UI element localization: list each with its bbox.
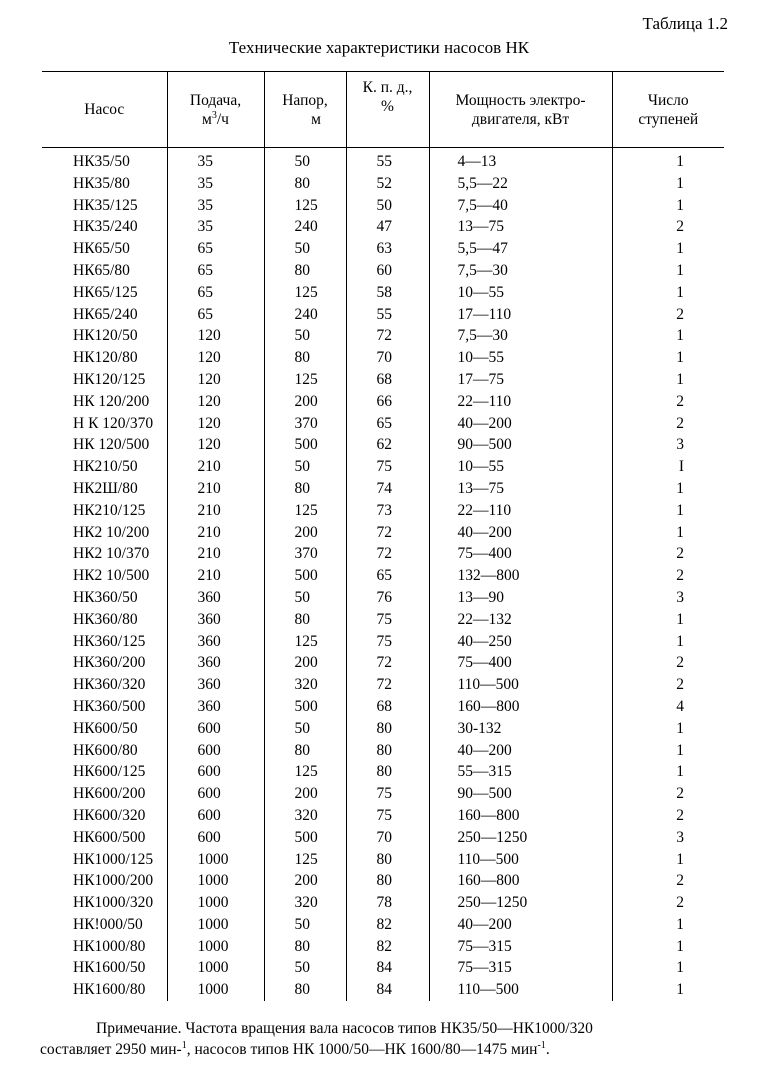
table-row <box>42 522 724 544</box>
power-range: 160—800 <box>429 805 612 827</box>
table-row <box>42 761 724 783</box>
table-row <box>42 260 724 282</box>
table-row <box>42 936 724 958</box>
flow-value: 65 <box>167 260 264 282</box>
power-range: 7,5—30 <box>429 325 612 347</box>
power-range: 17—75 <box>429 369 612 391</box>
efficiency-value: 75 <box>346 783 429 805</box>
efficiency-value: 66 <box>346 391 429 413</box>
stages-value: 3 <box>612 827 724 849</box>
table-row <box>42 696 724 718</box>
table-row <box>42 304 724 326</box>
table-row <box>42 827 724 849</box>
flow-value: 1000 <box>167 957 264 979</box>
head-value: 240 <box>264 216 346 238</box>
power-range: 160—800 <box>429 870 612 892</box>
efficiency-value: 75 <box>346 805 429 827</box>
table-title: Технические характеристики насосов НК <box>228 38 530 57</box>
stages-value: 1 <box>612 347 724 369</box>
pump-model: Н К 120/370 <box>73 414 154 432</box>
table-row <box>42 369 724 391</box>
power-range: 110—500 <box>429 979 612 1001</box>
flow-value: 120 <box>167 325 264 347</box>
table-row <box>42 631 724 653</box>
pump-model: НК1600/50 <box>73 959 146 977</box>
pump-model: НК2 10/200 <box>73 523 150 541</box>
efficiency-value: 76 <box>346 587 429 609</box>
head-value: 125 <box>264 500 346 522</box>
efficiency-value: 47 <box>346 216 429 238</box>
table-row <box>42 456 724 478</box>
stages-value: 2 <box>612 870 724 892</box>
efficiency-value: 73 <box>346 500 429 522</box>
head-value: 50 <box>264 718 346 740</box>
efficiency-value: 80 <box>346 849 429 871</box>
efficiency-value: 82 <box>346 914 429 936</box>
power-range: 90—500 <box>429 783 612 805</box>
efficiency-value: 80 <box>346 740 429 762</box>
power-range: 75—400 <box>429 652 612 674</box>
head-value: 80 <box>264 936 346 958</box>
col-efficiency: К. п. д., % <box>346 72 429 148</box>
head-value: 80 <box>264 347 346 369</box>
pump-model: НК1000/200 <box>73 872 154 890</box>
power-range: 55—315 <box>429 761 612 783</box>
flow-value: 65 <box>167 238 264 260</box>
stages-value: 1 <box>612 282 724 304</box>
stages-value: 1 <box>612 195 724 217</box>
stages-value: 1 <box>612 718 724 740</box>
stages-value: 1 <box>612 173 724 195</box>
stages-value: 1 <box>612 148 724 173</box>
col-stages: Число ступеней <box>612 72 724 148</box>
footnote-line-2: составляет 2950 мин-$^1$, насосов типов НК 1000/50—НК 1600/80—1475 мин$^{-1}$. <box>40 1039 550 1058</box>
pump-model: НК 120/200 <box>73 392 150 410</box>
table-row <box>42 173 724 195</box>
head-value: 80 <box>264 260 346 282</box>
flow-value: 360 <box>167 631 264 653</box>
efficiency-value: 75 <box>346 631 429 653</box>
power-range: 40—200 <box>429 413 612 435</box>
stages-value: I <box>612 456 724 478</box>
head-value: 200 <box>264 522 346 544</box>
head-value: 125 <box>264 849 346 871</box>
flow-value: 600 <box>167 827 264 849</box>
stages-value: 1 <box>612 740 724 762</box>
efficiency-value: 80 <box>346 761 429 783</box>
header-row <box>42 72 724 148</box>
head-value: 200 <box>264 391 346 413</box>
efficiency-value: 72 <box>346 325 429 347</box>
efficiency-value: 78 <box>346 892 429 914</box>
flow-value: 210 <box>167 522 264 544</box>
flow-value: 1000 <box>167 892 264 914</box>
flow-value: 120 <box>167 369 264 391</box>
stages-value: 3 <box>612 587 724 609</box>
pump-model: НК35/125 <box>73 196 138 214</box>
stages-value: 2 <box>612 391 724 413</box>
footnote-line-1: Примечание. Частота вращения вала насосов типов НК35/50—НК1000/320 <box>96 1020 593 1037</box>
head-value: 200 <box>264 870 346 892</box>
head-value: 80 <box>264 173 346 195</box>
flow-value: 360 <box>167 674 264 696</box>
pump-model: НК600/200 <box>73 785 146 803</box>
stages-value: 2 <box>612 543 724 565</box>
flow-value: 1000 <box>167 914 264 936</box>
pump-model: НК 120/500 <box>73 436 150 454</box>
footnote <box>40 1018 726 1060</box>
pump-model: НК600/125 <box>73 763 146 781</box>
flow-value: 120 <box>167 434 264 456</box>
table-row <box>42 434 724 456</box>
pump-model: НК360/50 <box>73 588 138 606</box>
flow-value: 360 <box>167 587 264 609</box>
table-row <box>42 195 724 217</box>
pump-model: НК1600/80 <box>73 981 146 999</box>
pump-model: НК1000/80 <box>73 937 146 955</box>
flow-value: 1000 <box>167 979 264 1001</box>
pump-model: НК120/50 <box>73 327 138 345</box>
power-range: 7,5—40 <box>429 195 612 217</box>
power-range: 110—500 <box>429 674 612 696</box>
power-range: 250—1250 <box>429 827 612 849</box>
power-range: 4—13 <box>429 148 612 173</box>
table-row <box>42 849 724 871</box>
power-range: 40—200 <box>429 740 612 762</box>
pump-model: НК1000/320 <box>73 894 154 912</box>
stages-value: 1 <box>612 609 724 631</box>
table-row <box>42 565 724 587</box>
efficiency-value: 75 <box>346 456 429 478</box>
power-range: 22—110 <box>429 391 612 413</box>
table-row <box>42 674 724 696</box>
head-value: 125 <box>264 761 346 783</box>
table-row <box>42 391 724 413</box>
pump-specs-table <box>42 71 724 1001</box>
power-range: 13—75 <box>429 478 612 500</box>
table-row <box>42 957 724 979</box>
efficiency-value: 70 <box>346 827 429 849</box>
power-range: 160—800 <box>429 696 612 718</box>
efficiency-value: 70 <box>346 347 429 369</box>
stages-value: 1 <box>612 238 724 260</box>
power-range: 40—200 <box>429 522 612 544</box>
flow-value: 210 <box>167 478 264 500</box>
head-value: 50 <box>264 456 346 478</box>
flow-value: 35 <box>167 195 264 217</box>
power-range: 7,5—30 <box>429 260 612 282</box>
pump-model: НК600/50 <box>73 719 138 737</box>
stages-value: 1 <box>612 957 724 979</box>
efficiency-value: 80 <box>346 718 429 740</box>
table-row <box>42 413 724 435</box>
power-range: 10—55 <box>429 282 612 304</box>
efficiency-value: 50 <box>346 195 429 217</box>
stages-value: 2 <box>612 805 724 827</box>
flow-value: 35 <box>167 148 264 173</box>
efficiency-value: 55 <box>346 148 429 173</box>
flow-value: 65 <box>167 282 264 304</box>
head-value: 80 <box>264 740 346 762</box>
stages-value: 4 <box>612 696 724 718</box>
power-range: 30-132 <box>429 718 612 740</box>
pump-model: НК35/240 <box>73 218 138 236</box>
efficiency-value: 72 <box>346 543 429 565</box>
col-pump: Насос <box>42 72 167 148</box>
pump-model: НК360/80 <box>73 610 138 628</box>
head-value: 320 <box>264 674 346 696</box>
table-row <box>42 347 724 369</box>
table-row <box>42 783 724 805</box>
efficiency-value: 82 <box>346 936 429 958</box>
col-head: Напор, м <box>264 72 346 148</box>
table-row <box>42 478 724 500</box>
flow-value: 600 <box>167 805 264 827</box>
pump-model: НК!000/50 <box>73 915 143 933</box>
stages-value: 2 <box>612 674 724 696</box>
flow-value: 210 <box>167 565 264 587</box>
stages-value: 2 <box>612 413 724 435</box>
stages-value: 2 <box>612 304 724 326</box>
power-range: 75—315 <box>429 936 612 958</box>
col-flow: Подача, $м^3/ч$ <box>167 72 264 148</box>
pump-model: НК65/50 <box>73 240 130 258</box>
table-row <box>42 805 724 827</box>
head-value: 50 <box>264 238 346 260</box>
stages-value: 1 <box>612 522 724 544</box>
efficiency-value: 72 <box>346 652 429 674</box>
stages-value: 1 <box>612 325 724 347</box>
power-range: 22—132 <box>429 609 612 631</box>
flow-value: 360 <box>167 652 264 674</box>
head-value: 50 <box>264 957 346 979</box>
pump-model: НК1000/125 <box>73 850 154 868</box>
table-row <box>42 892 724 914</box>
head-value: 370 <box>264 413 346 435</box>
power-range: 75—315 <box>429 957 612 979</box>
table-row <box>42 587 724 609</box>
flow-value: 1000 <box>167 849 264 871</box>
head-value: 500 <box>264 827 346 849</box>
pump-model: НК360/500 <box>73 697 146 715</box>
table-row <box>42 740 724 762</box>
flow-value: 120 <box>167 391 264 413</box>
flow-value: 1000 <box>167 870 264 892</box>
table-row <box>42 282 724 304</box>
efficiency-value: 58 <box>346 282 429 304</box>
stages-value: 1 <box>612 369 724 391</box>
table-row <box>42 718 724 740</box>
head-value: 500 <box>264 434 346 456</box>
power-range: 75—400 <box>429 543 612 565</box>
pump-model: НК360/200 <box>73 654 146 672</box>
pump-model: НК600/500 <box>73 828 146 846</box>
table-row <box>42 148 724 173</box>
head-value: 320 <box>264 892 346 914</box>
head-value: 370 <box>264 543 346 565</box>
efficiency-value: 55 <box>346 304 429 326</box>
pump-model: НК65/125 <box>73 283 138 301</box>
stages-value: 2 <box>612 892 724 914</box>
flow-value: 65 <box>167 304 264 326</box>
efficiency-value: 65 <box>346 413 429 435</box>
pump-model: НК210/50 <box>73 458 138 476</box>
pump-model: НК2 10/370 <box>73 545 150 563</box>
efficiency-value: 60 <box>346 260 429 282</box>
table-row <box>42 609 724 631</box>
flow-value: 600 <box>167 783 264 805</box>
table-row <box>42 216 724 238</box>
stages-value: 1 <box>612 979 724 1001</box>
pump-model: НК65/240 <box>73 305 138 323</box>
stages-value: 1 <box>612 260 724 282</box>
table-number: Таблица 1.2 <box>642 14 728 33</box>
pump-model: НК35/50 <box>73 153 130 170</box>
head-value: 50 <box>264 587 346 609</box>
efficiency-value: 62 <box>346 434 429 456</box>
stages-value: 1 <box>612 936 724 958</box>
head-value: 80 <box>264 979 346 1001</box>
efficiency-value: 68 <box>346 696 429 718</box>
pump-model: НК2Ш/80 <box>73 479 138 497</box>
efficiency-value: 84 <box>346 957 429 979</box>
flow-value: 360 <box>167 609 264 631</box>
head-value: 320 <box>264 805 346 827</box>
col-motor-power: Мощность электро- двигателя, кВт <box>429 72 612 148</box>
power-range: 22—110 <box>429 500 612 522</box>
flow-value: 600 <box>167 740 264 762</box>
flow-value: 1000 <box>167 936 264 958</box>
power-range: 5,5—47 <box>429 238 612 260</box>
power-range: 110—500 <box>429 849 612 871</box>
table-body <box>42 148 724 1002</box>
efficiency-value: 84 <box>346 979 429 1001</box>
stages-value: 2 <box>612 652 724 674</box>
efficiency-value: 65 <box>346 565 429 587</box>
stages-value: 2 <box>612 783 724 805</box>
head-value: 500 <box>264 565 346 587</box>
head-value: 240 <box>264 304 346 326</box>
table-row <box>42 543 724 565</box>
power-range: 40—200 <box>429 914 612 936</box>
flow-value: 35 <box>167 216 264 238</box>
efficiency-value: 68 <box>346 369 429 391</box>
stages-value: 2 <box>612 565 724 587</box>
stages-value: 1 <box>612 914 724 936</box>
table-row <box>42 979 724 1001</box>
head-value: 200 <box>264 783 346 805</box>
head-value: 125 <box>264 631 346 653</box>
head-value: 500 <box>264 696 346 718</box>
pump-model: НК120/80 <box>73 349 138 367</box>
head-value: 80 <box>264 609 346 631</box>
head-value: 80 <box>264 478 346 500</box>
efficiency-value: 72 <box>346 522 429 544</box>
efficiency-value: 74 <box>346 478 429 500</box>
efficiency-value: 72 <box>346 674 429 696</box>
power-range: 40—250 <box>429 631 612 653</box>
head-value: 50 <box>264 914 346 936</box>
efficiency-value: 75 <box>346 609 429 631</box>
table-row <box>42 325 724 347</box>
pump-model: НК600/320 <box>73 806 146 824</box>
flow-value: 210 <box>167 500 264 522</box>
stages-value: 1 <box>612 761 724 783</box>
flow-value: 120 <box>167 413 264 435</box>
pump-model: НК210/125 <box>73 501 146 519</box>
table-row <box>42 652 724 674</box>
head-value: 125 <box>264 369 346 391</box>
power-range: 10—55 <box>429 456 612 478</box>
power-range: 13—75 <box>429 216 612 238</box>
flow-value: 210 <box>167 456 264 478</box>
flow-value: 120 <box>167 347 264 369</box>
table-row <box>42 914 724 936</box>
flow-value: 600 <box>167 718 264 740</box>
flow-value: 600 <box>167 761 264 783</box>
stages-value: 1 <box>612 849 724 871</box>
efficiency-value: 52 <box>346 173 429 195</box>
stages-value: 1 <box>612 631 724 653</box>
head-value: 50 <box>264 325 346 347</box>
power-range: 17—110 <box>429 304 612 326</box>
flow-value: 360 <box>167 696 264 718</box>
head-value: 125 <box>264 195 346 217</box>
head-value: 50 <box>264 148 346 173</box>
table-row <box>42 870 724 892</box>
pump-model: НК120/125 <box>73 370 146 388</box>
table-row <box>42 238 724 260</box>
table-row <box>42 500 724 522</box>
head-value: 125 <box>264 282 346 304</box>
pump-model: НК35/80 <box>73 174 130 192</box>
flow-value: 35 <box>167 173 264 195</box>
power-range: 5,5—22 <box>429 173 612 195</box>
stages-value: 3 <box>612 434 724 456</box>
power-range: 10—55 <box>429 347 612 369</box>
stages-value: 1 <box>612 478 724 500</box>
pump-model: НК600/80 <box>73 741 138 759</box>
power-range: 132—800 <box>429 565 612 587</box>
power-range: 90—500 <box>429 434 612 456</box>
efficiency-value: 80 <box>346 870 429 892</box>
pump-model: НК65/80 <box>73 261 130 279</box>
pump-model: НК360/320 <box>73 676 146 694</box>
stages-value: 2 <box>612 216 724 238</box>
power-range: 250—1250 <box>429 892 612 914</box>
pump-model: НК360/125 <box>73 632 146 650</box>
stages-value: 1 <box>612 500 724 522</box>
head-value: 200 <box>264 652 346 674</box>
flow-value: 210 <box>167 543 264 565</box>
pump-model: НК2 10/500 <box>73 567 150 585</box>
power-range: 13—90 <box>429 587 612 609</box>
efficiency-value: 63 <box>346 238 429 260</box>
